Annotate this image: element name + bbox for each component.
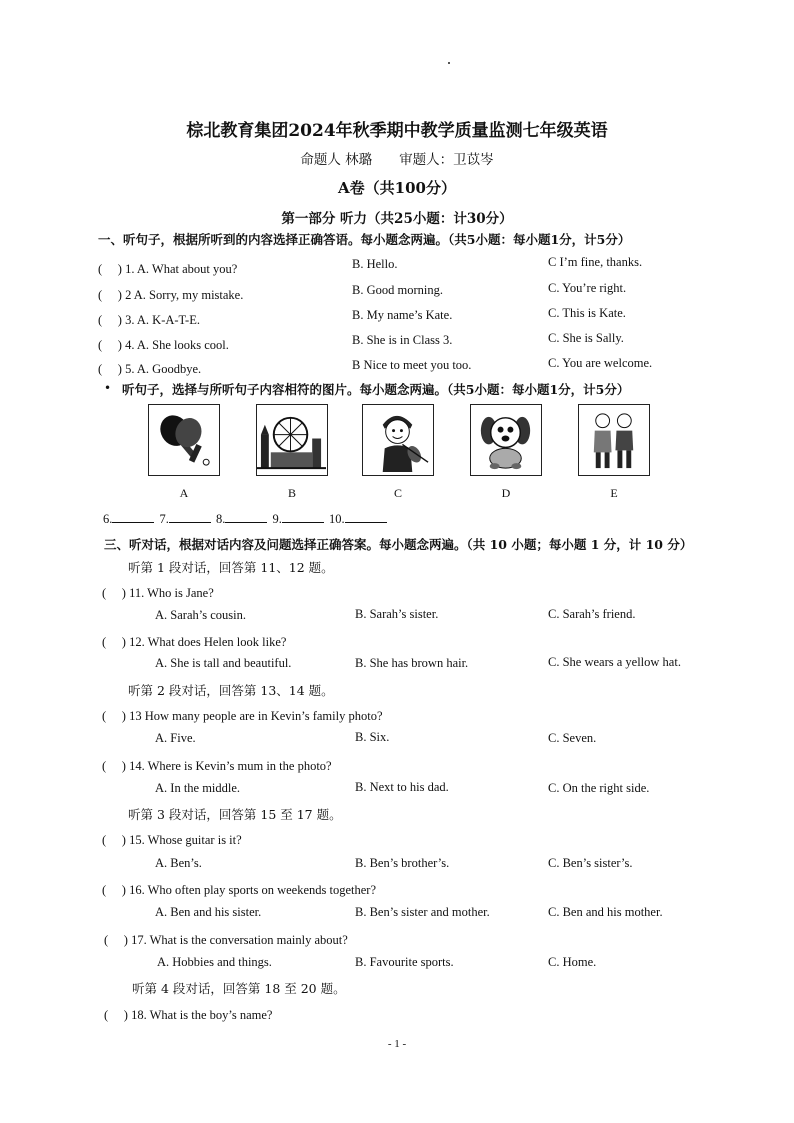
q16-option-a: A. Ben and his sister.	[155, 905, 262, 919]
q13-option-c: C. Seven.	[548, 731, 597, 745]
q11-option-a: A. Sarah’s cousin.	[155, 608, 246, 622]
q4-option-c: C. She is Sally.	[548, 331, 624, 345]
q12-option-b: B. She has brown hair.	[355, 656, 469, 670]
scan-speck	[448, 62, 450, 64]
q16-stem: ( ) 16. Who often play sports on weekends together?	[102, 883, 377, 897]
q3-option-b: B. My name’s Kate.	[352, 308, 453, 322]
answer-9-blank	[282, 512, 324, 523]
part-heading: 第一部分 听力（共25小题：计30分）	[281, 211, 513, 227]
answer-blanks-row	[103, 512, 389, 527]
q5-stem: ( ) 5. A. Goodbye.	[98, 362, 202, 376]
q3-stem: ( ) 3. A. K-A-T-E.	[98, 313, 200, 327]
exam-authors: 命题人 林璐 审题人：卫苡岑	[300, 152, 494, 168]
q16-option-c: C. Ben and his mother.	[548, 905, 663, 919]
q1-option-b: B. Hello.	[352, 257, 398, 271]
answer-8-blank	[225, 512, 267, 523]
picture-b-label: B	[287, 486, 296, 500]
picture-a	[148, 404, 220, 476]
q15-option-c: C. Ben’s sister’s.	[548, 856, 633, 870]
q17-option-b: B. Favourite sports.	[355, 955, 454, 969]
q4-stem: ( ) 4. A. She looks cool.	[98, 338, 229, 352]
q15-stem: ( ) 15. Whose guitar is it?	[102, 833, 242, 847]
q15-option-b: B. Ben’s brother’s.	[355, 856, 450, 870]
cartoon-dog-icon	[471, 405, 540, 474]
dialogue3-intro: 听第 3 段对话，回答第 15 至 17 题。	[128, 807, 342, 822]
q14-option-c: C. On the right side.	[548, 781, 650, 795]
q5-option-c: C. You are welcome.	[548, 356, 653, 370]
answer-10-blank	[345, 512, 387, 523]
q16-option-b: B. Ben’s sister and mother.	[355, 905, 490, 919]
section3-heading: 三、听对话，根据对话内容及问题选择正确答案。每小题念两遍。（共 10 小题；每小题 1 分，计 10 分）	[104, 537, 693, 552]
dialogue1-intro: 听第 1 段对话，回答第 11、12 题。	[128, 560, 334, 575]
picture-e	[578, 404, 650, 476]
two-people-icon	[579, 405, 648, 474]
answer-6-label: 6.	[103, 512, 113, 526]
q17-option-a: A. Hobbies and things.	[157, 955, 272, 969]
picture-b	[256, 404, 328, 476]
q4-option-b: B. She is in Class 3.	[352, 333, 453, 347]
q1-option-c: C I’m fine, thanks.	[548, 255, 643, 269]
q12-option-a: A. She is tall and beautiful.	[155, 656, 292, 670]
q5-option-b: B Nice to meet you too.	[352, 358, 472, 372]
scan-mark: •	[104, 381, 112, 395]
q13-option-b: B. Six.	[355, 730, 390, 744]
page-number: - 1 -	[387, 1038, 407, 1050]
picture-a-label: A	[179, 486, 189, 500]
q2-option-c: C. You’re right.	[548, 281, 627, 295]
picture-d	[470, 404, 542, 476]
paper-label: A卷（共100分）	[338, 179, 456, 197]
boy-violin-icon	[363, 405, 432, 474]
q15-option-a: A. Ben’s.	[155, 856, 202, 870]
answer-7-label: 7.	[159, 512, 169, 526]
q12-stem: ( ) 12. What does Helen look like?	[102, 635, 287, 649]
exam-title: 棕北教育集团2024年秋季期中教学质量监测七年级英语	[186, 121, 608, 141]
picture-d-label: D	[501, 486, 511, 500]
q3-option-c: C. This is Kate.	[548, 306, 626, 320]
q1-stem: ( ) 1. A. What about you?	[98, 262, 238, 276]
q17-stem: ( ) 17. What is the conversation mainly about?	[104, 933, 348, 947]
answer-7-blank	[169, 512, 211, 523]
q17-option-c: C. Home.	[548, 955, 597, 969]
picture-c-label: C	[393, 486, 402, 500]
picture-c	[362, 404, 434, 476]
answer-8-label: 8.	[216, 512, 226, 526]
q18-stem: ( ) 18. What is the boy’s name?	[104, 1008, 273, 1022]
q12-option-c: C. She wears a yellow hat.	[548, 655, 681, 669]
dialogue4-intro: 听第 4 段对话，回答第 18 至 20 题。	[132, 981, 346, 996]
section1-heading: 一、听句子，根据所听到的内容选择正确答语。每小题念两遍。（共5小题：每小题1分，计5分）	[98, 232, 631, 247]
q2-option-b: B. Good morning.	[352, 283, 443, 297]
q11-option-c: C. Sarah’s friend.	[548, 607, 636, 621]
answer-6-blank	[112, 512, 154, 523]
q2-stem: ( ) 2 A. Sorry, my mistake.	[98, 288, 244, 302]
london-skyline-icon	[257, 405, 326, 474]
q14-option-a: A. In the middle.	[155, 781, 241, 795]
q11-option-b: B. Sarah’s sister.	[355, 607, 439, 621]
answer-10-label: 10.	[329, 512, 345, 526]
picture-e-label: E	[610, 486, 618, 500]
q14-stem: ( ) 14. Where is Kevin’s mum in the photo?	[102, 759, 332, 773]
q13-option-a: A. Five.	[155, 731, 196, 745]
q11-stem: ( ) 11. Who is Jane?	[102, 586, 214, 600]
q13-stem: ( ) 13 How many people are in Kevin’s family photo?	[102, 709, 383, 723]
section2-heading: 听句子，选择与所听句子内容相符的图片。每小题念两遍。（共5小题：每小题1分，计5分）	[122, 382, 630, 397]
ping-pong-paddles-icon	[149, 405, 218, 474]
q14-option-b: B. Next to his dad.	[355, 780, 449, 794]
dialogue2-intro: 听第 2 段对话，回答第 13、14 题。	[128, 683, 334, 698]
answer-9-label: 9.	[272, 512, 282, 526]
